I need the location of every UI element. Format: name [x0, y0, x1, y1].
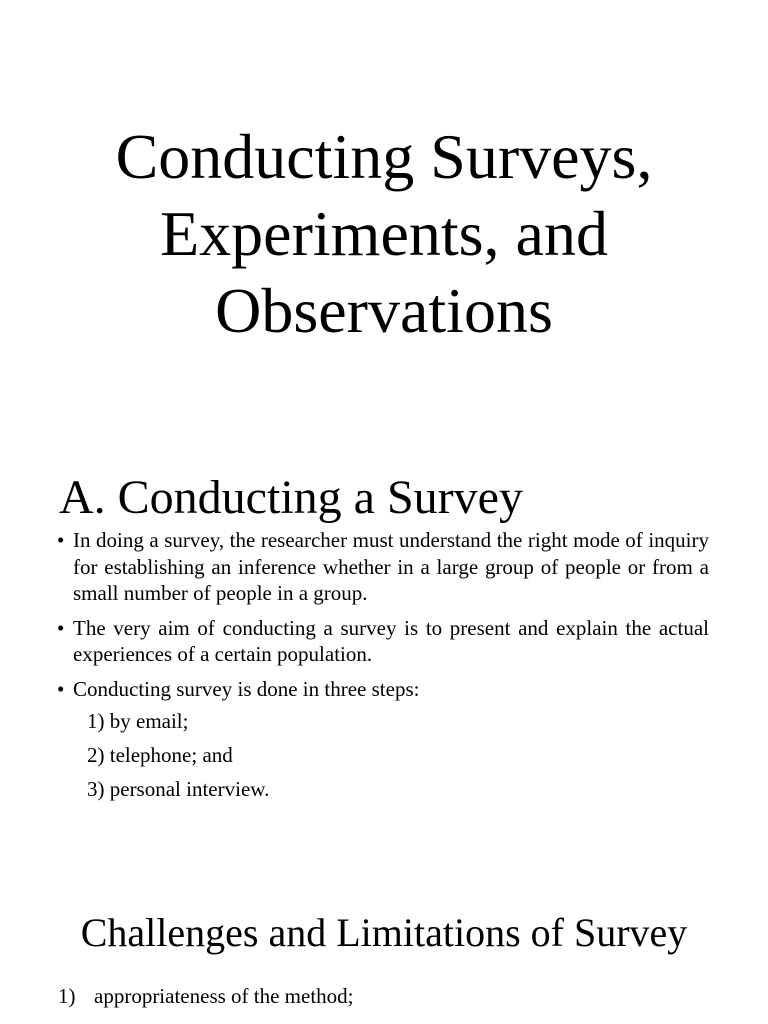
- title-line: Experiments, and: [160, 198, 608, 269]
- title-slide: [0, 118, 768, 349]
- step-item: 1) by email;: [87, 709, 189, 733]
- title-line: Conducting Surveys,: [115, 121, 653, 192]
- challenges-title: Challenges and Limitations of Survey: [80, 910, 688, 955]
- step-list: [87, 708, 269, 810]
- step-item: 2) telephone; and: [87, 743, 233, 767]
- title-line: Observations: [215, 275, 553, 346]
- bullet-text: In doing a survey, the researcher must understand the right mode of inquiry for establishing an inference whether in a large group of people or from a small number of people in a group.: [73, 528, 709, 605]
- section-title: A. Conducting a Survey: [59, 471, 523, 524]
- bullet-item: [55, 615, 709, 668]
- bullet-marker: •: [57, 528, 65, 552]
- step-item: 3) personal interview.: [87, 777, 270, 801]
- limitation-number: 1): [58, 984, 76, 1008]
- bullet-marker: •: [57, 676, 65, 701]
- bullet-text: The very aim of conducting a survey is to present and explain the actual experiences of a certain population.: [73, 615, 709, 666]
- bullet-marker: •: [57, 615, 65, 640]
- limitation-text: appropriateness of the method;: [94, 984, 354, 1008]
- limitation-item: [58, 983, 354, 1009]
- bullet-item: [55, 527, 709, 607]
- bullet-list: [55, 527, 709, 710]
- bullet-item: [55, 676, 709, 703]
- bullet-text: Conducting survey is done in three steps:: [73, 676, 420, 701]
